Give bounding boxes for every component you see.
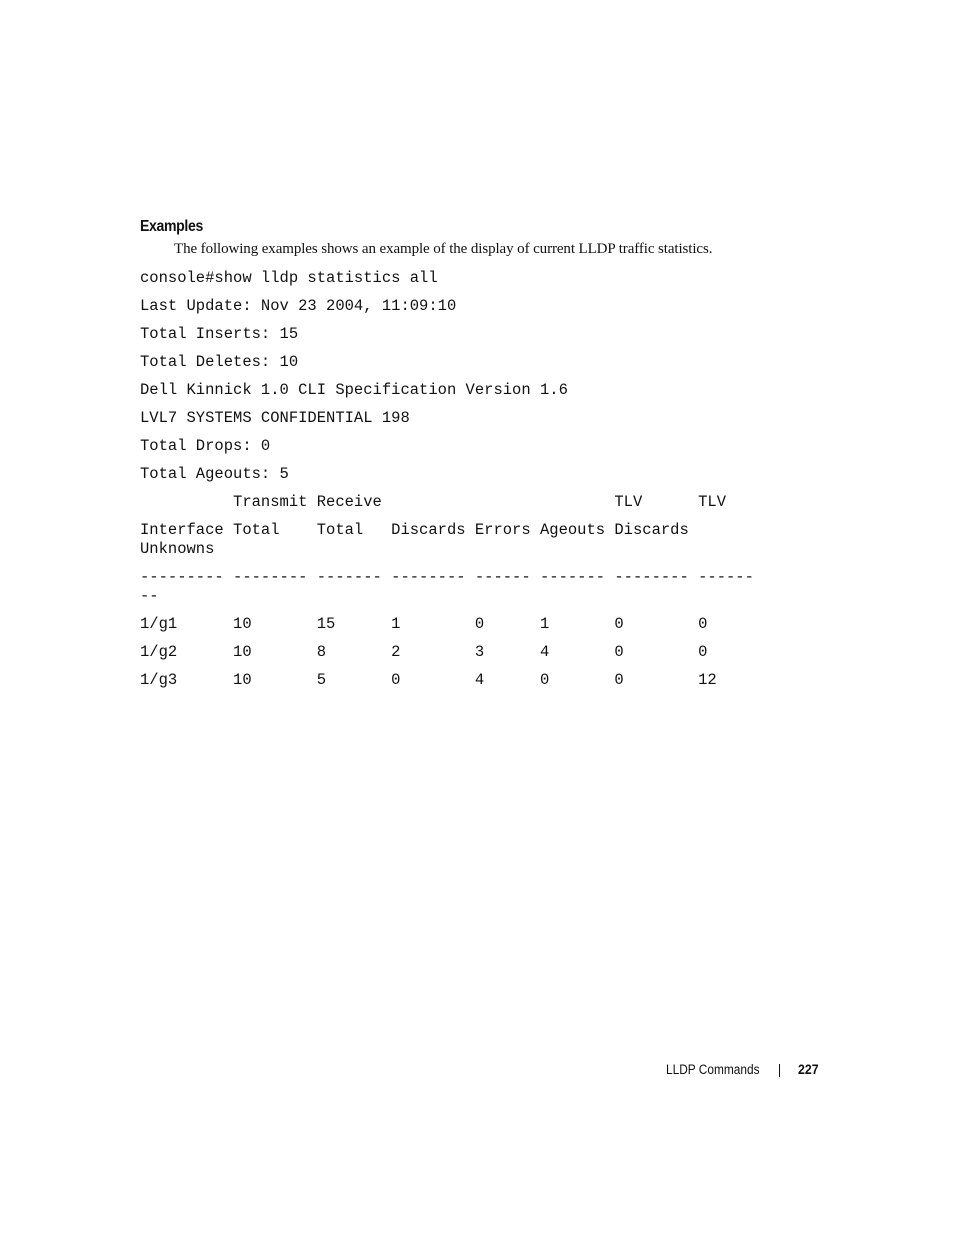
table-row: 1/g1 10 15 1 0 1 0 0 <box>140 615 708 633</box>
console-command: console#show lldp statistics all <box>140 269 438 287</box>
table-header-columns: Interface Total Total Discards Errors Ageouts Discards Unknowns <box>140 521 689 558</box>
confidential-line: LVL7 SYSTEMS CONFIDENTIAL 198 <box>140 409 410 427</box>
spec-version-line: Dell Kinnick 1.0 CLI Specification Version 1.6 <box>140 381 568 399</box>
footer-section-label: LLDP Commands <box>666 1062 760 1077</box>
table-row: 1/g2 10 8 2 3 4 0 0 <box>140 643 708 661</box>
table-row: 1/g3 10 5 0 4 0 0 12 <box>140 671 717 689</box>
footer-divider <box>779 1064 780 1077</box>
table-separator: --------- -------- ------- -------- ------ ------- -------- ------ -- <box>140 568 754 605</box>
table-header-top: Transmit Receive TLV TLV <box>140 493 726 511</box>
total-deletes-line: Total Deletes: 10 <box>140 353 299 371</box>
intro-paragraph: The following examples shows an example of the display of current LLDP traffic statistics. <box>174 241 713 257</box>
last-update-line: Last Update: Nov 23 2004, 11:09:10 <box>140 297 457 315</box>
section-heading: Examples <box>140 218 203 235</box>
total-drops-line: Total Drops: 0 <box>140 437 271 455</box>
page-number: 227 <box>798 1061 819 1077</box>
total-inserts-line: Total Inserts: 15 <box>140 325 299 343</box>
total-ageouts-line: Total Ageouts: 5 <box>140 465 289 483</box>
